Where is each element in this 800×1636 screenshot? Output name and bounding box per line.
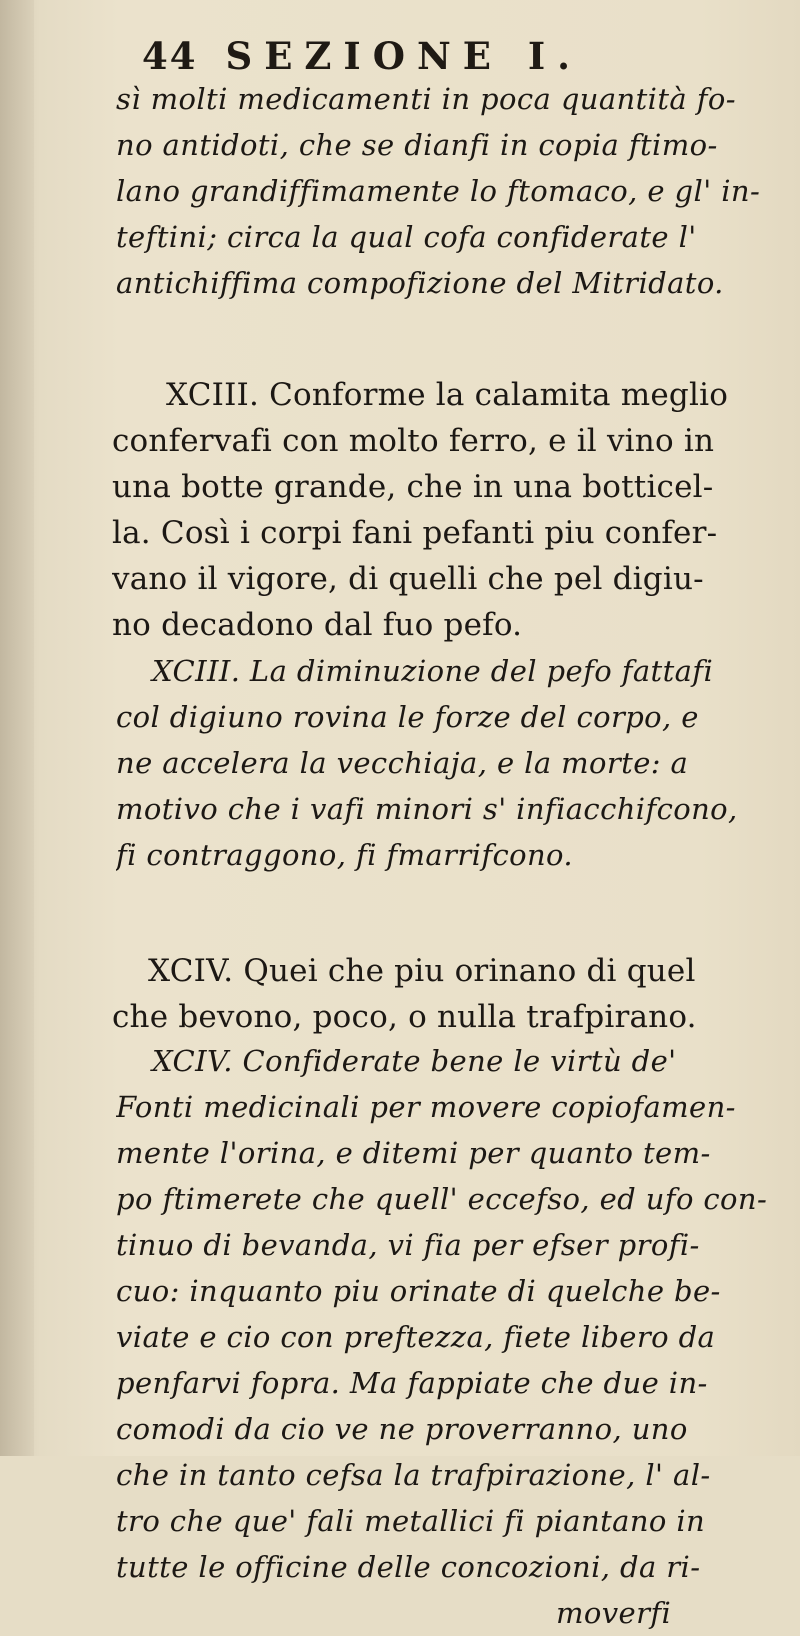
aphorism-first-line: XCIII. Conforme la calamita meglio xyxy=(166,377,729,413)
text-line: vano il vigore, di quelli che pel digiu- xyxy=(112,561,704,597)
text-line: teftini; circa la qual cofa confiderate l' xyxy=(116,220,697,254)
commentary-first-line: XCIII. La diminuzione del pefo fattafi xyxy=(152,654,714,688)
text-line: sì molti medicamenti in poca quantità fo- xyxy=(116,82,736,116)
text-line: la. Così i corpi fani pefanti piu confer- xyxy=(112,515,718,551)
text-line: una botte grande, che in una botticel- xyxy=(112,469,714,505)
text-line: Fonti medicinali per movere copiofamen- xyxy=(116,1090,736,1124)
text-line: tinuo di bevanda, vi fia per efser profi- xyxy=(116,1228,700,1262)
text-line: ne accelera la vecchiaja, e la morte: a xyxy=(116,746,689,780)
paragraph-intro xyxy=(116,76,768,306)
text-line: confervafi con molto ferro, e il vino in xyxy=(112,423,715,459)
text-line: no decadono dal fuo pefo. xyxy=(112,607,523,643)
running-header xyxy=(142,34,720,78)
text-line: lano grandiffimamente lo ftomaco, e gl' in- xyxy=(116,174,761,208)
text-line: cuo: inquanto piu orinate di quelche be- xyxy=(116,1274,721,1308)
commentary-first-line: XCIV. Confiderate bene le virtù de' xyxy=(152,1044,677,1078)
text-line: comodi da cio ve ne proverranno, uno xyxy=(116,1412,688,1446)
aphorism-xciii xyxy=(112,372,764,648)
text-line: col digiuno rovina le forze del corpo, e xyxy=(116,700,699,734)
page-number: 44 xyxy=(142,34,198,78)
text-line: antichiffima compofizione del Mitridato. xyxy=(116,266,724,300)
text-line: penfarvi fopra. Ma fappiate che due in- xyxy=(116,1366,708,1400)
text-line: tutte le officine delle concozioni, da ri- xyxy=(116,1550,701,1584)
text-line: mente l'orina, e ditemi per quanto tem- xyxy=(116,1136,711,1170)
text-line: viate e cio con preftezza, fiete libero da xyxy=(116,1320,716,1354)
text-line: che in tanto cefsa la trafpirazione, l' al- xyxy=(116,1458,711,1492)
aphorism-xciv xyxy=(112,948,764,1040)
text-line: fi contraggono, fi fmarrifcono. xyxy=(116,838,574,872)
text-line: che bevono, poco, o nulla trafpirano. xyxy=(112,999,697,1035)
commentary-xciii xyxy=(116,648,768,878)
catchword: moverfi xyxy=(556,1596,672,1630)
text-line: no antidoti, che se dianfi in copia ftimo- xyxy=(116,128,718,162)
text-line: tro che que' fali metallici fi piantano in xyxy=(116,1504,706,1538)
text-line: po ftimerete che quell' eccefso, ed ufo con- xyxy=(116,1182,768,1216)
page-gutter-shadow xyxy=(0,0,34,1456)
text-line: motivo che i vafi minori s' infiacchifcono, xyxy=(116,792,738,826)
commentary-xciv xyxy=(116,1038,768,1636)
running-title: SEZIONE I. xyxy=(225,34,583,78)
aphorism-first-line: XCIV. Quei che piu orinano di quel xyxy=(148,953,696,989)
